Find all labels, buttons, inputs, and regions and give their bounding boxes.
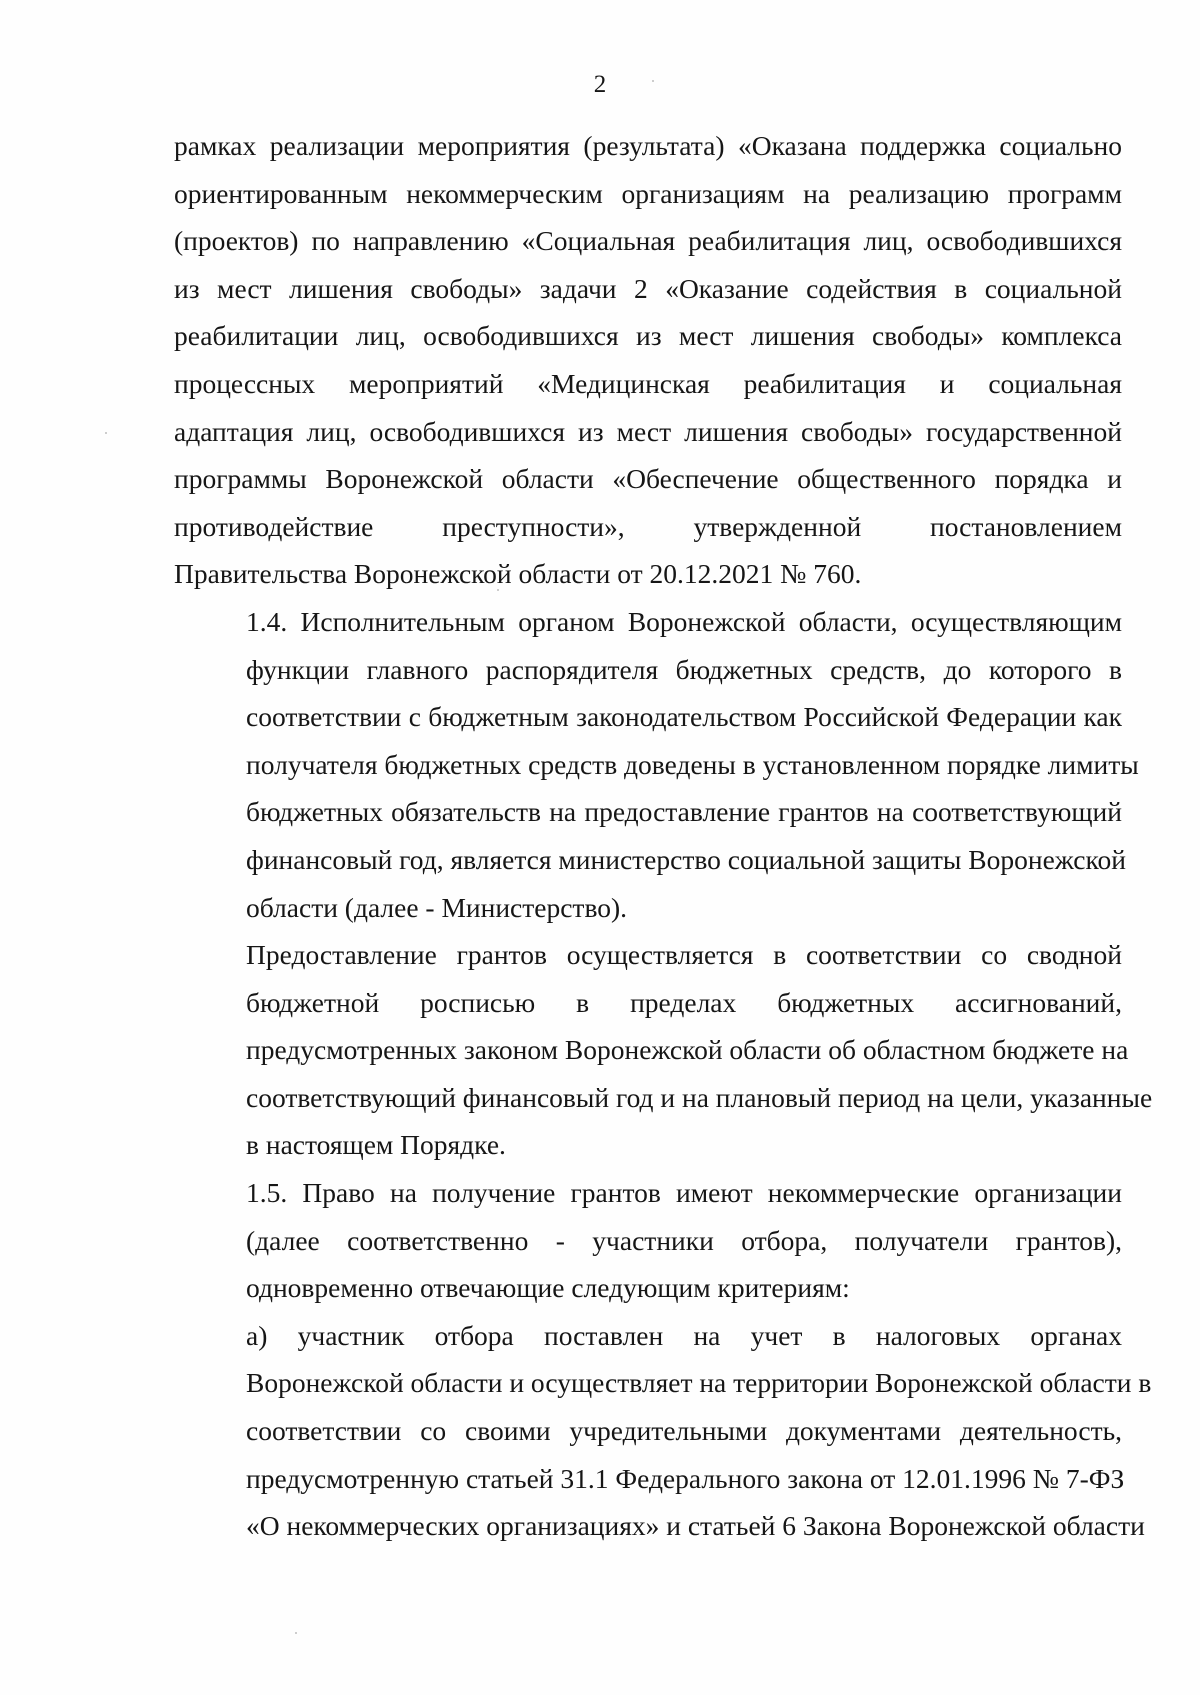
text-line: предусмотренную статьей 31.1 Федерального закона от 12.01.1996 № 7-ФЗ (246, 1462, 1125, 1494)
paragraph-criterion-a (174, 1312, 1152, 1550)
paragraph-1-5 (174, 1169, 1122, 1312)
text-line: реабилитации лиц, освободившихся из мест лишения свободы» комплекса (174, 320, 1122, 352)
text-line: соответствующий финансовый год и на плановый период на цели, указанные (246, 1081, 1153, 1113)
scan-speck (295, 1632, 297, 1634)
paragraph-grants-provision (174, 931, 1153, 1169)
text-line: Воронежской области и осуществляет на территории Воронежской области в (246, 1367, 1152, 1399)
text-line: (проектов) по направлению «Социальная реабилитация лиц, освободившихся (174, 225, 1122, 257)
text-line: 1.4. Исполнительным органом Воронежской области, осуществляющим (246, 605, 1122, 637)
text-line: «О некоммерческих организациях» и статьей 6 Закона Воронежской области (246, 1510, 1145, 1542)
text-line: а) участник отбора поставлен на учет в налоговых органах (246, 1319, 1122, 1351)
text-line: получателя бюджетных средств доведены в установленном порядке лимиты (246, 748, 1139, 780)
text-line: программы Воронежской области «Обеспечение общественного порядка и (174, 463, 1122, 495)
document-body (174, 122, 1153, 1550)
text-line: предусмотренных законом Воронежской области об областном бюджете на (246, 1034, 1129, 1066)
text-line: бюджетных обязательств на предоставление грантов на соответствующий (246, 796, 1122, 828)
text-line: одновременно отвечающие следующим критериям: (246, 1272, 850, 1304)
text-line: в настоящем Порядке. (246, 1129, 506, 1161)
text-line: 1.5. Право на получение грантов имеют некоммерческие организации (246, 1177, 1122, 1209)
text-line: (далее соответственно - участники отбора, получатели грантов), (246, 1224, 1122, 1256)
scan-speck (652, 80, 654, 82)
text-line: адаптация лиц, освободившихся из мест лишения свободы» государственной (174, 415, 1122, 447)
scan-speck (497, 589, 499, 591)
text-line: области (далее - Министерство). (246, 891, 628, 923)
text-line: функции главного распорядителя бюджетных средств, до которого в (246, 653, 1122, 685)
text-line: из мест лишения свободы» задачи 2 «Оказание содействия в социальной (174, 272, 1122, 304)
text-line: соответствии со своими учредительными документами деятельность, (246, 1415, 1122, 1447)
text-line: Правительства Воронежской области от 20.12.2021 № 760. (174, 558, 862, 590)
text-line: финансовый год, является министерство социальной защиты Воронежской (246, 843, 1126, 875)
text-line: бюджетной росписью в пределах бюджетных ассигнований, (246, 986, 1122, 1018)
text-line: Предоставление грантов осуществляется в соответствии со сводной (246, 939, 1122, 971)
text-line: соответствии с бюджетным законодательством Российской Федерации как (246, 701, 1122, 733)
text-line: ориентированным некоммерческим организациям на реализацию программ (174, 177, 1122, 209)
text-line: процессных мероприятий «Медицинская реабилитация и социальная (174, 367, 1122, 399)
paragraph-continuation (174, 122, 1122, 598)
text-line: противодействие преступности», утвержденной постановлением (174, 510, 1122, 542)
text-line: рамках реализации мероприятия (результата) «Оказана поддержка социально (174, 130, 1122, 161)
page-number: 2 (593, 71, 607, 98)
paragraph-1-4 (174, 598, 1139, 931)
scan-speck (105, 432, 107, 434)
